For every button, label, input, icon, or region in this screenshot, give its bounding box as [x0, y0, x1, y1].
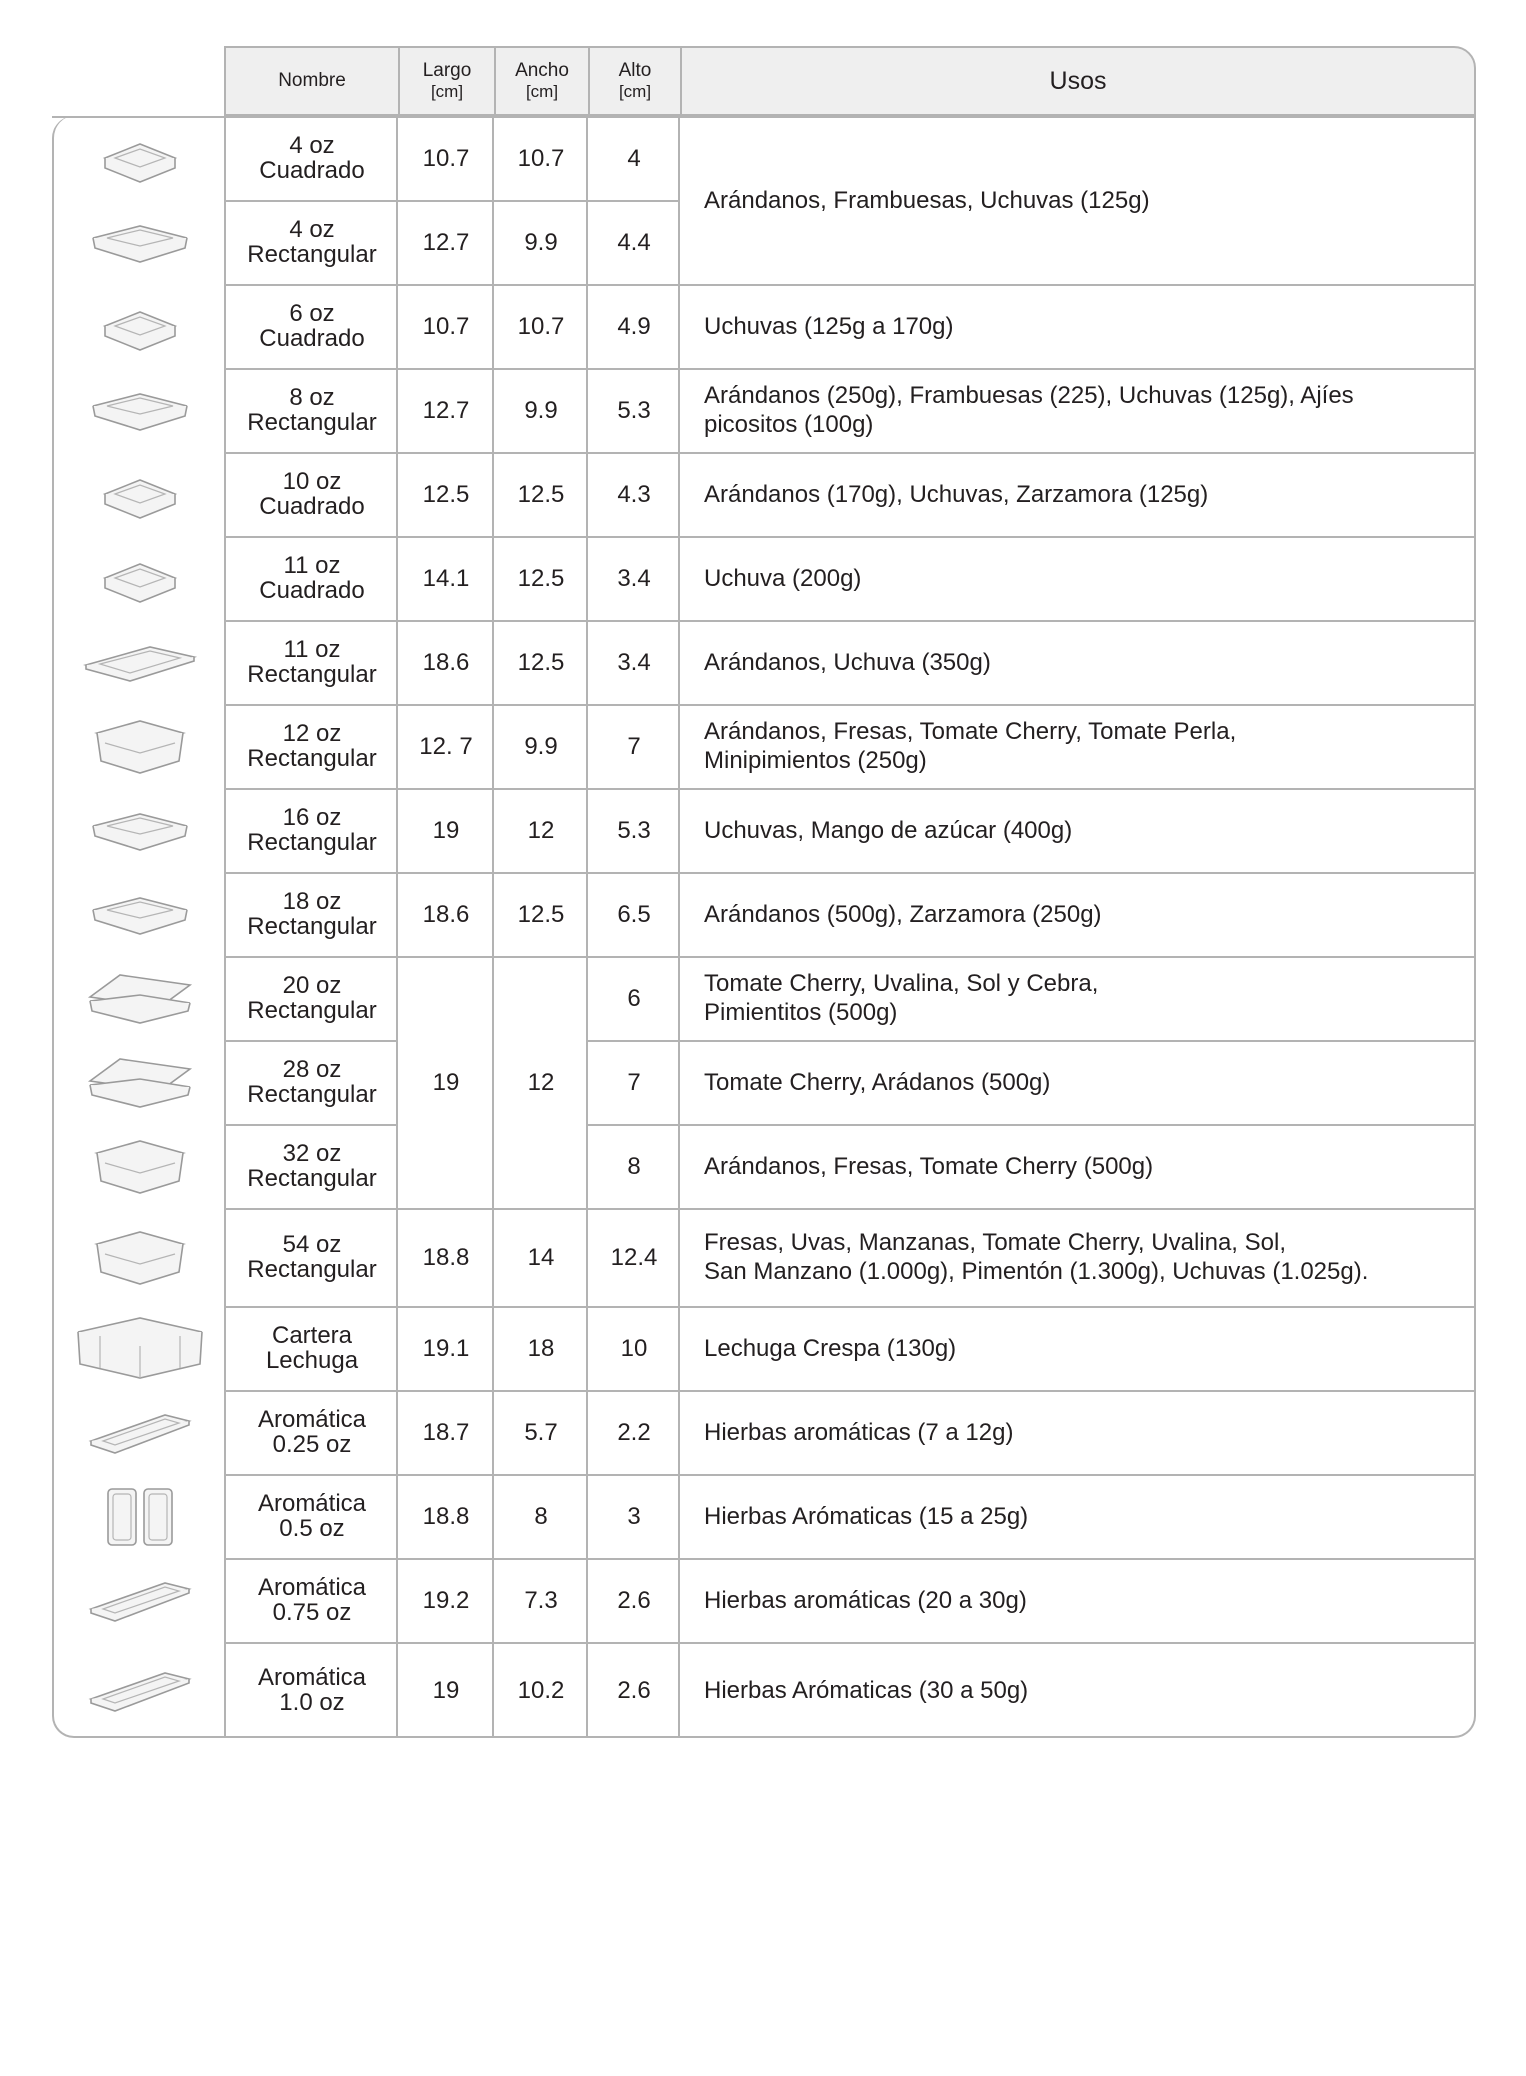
alto-value [590, 116, 678, 200]
largo-value [400, 1642, 492, 1738]
usos-text [682, 116, 1474, 284]
alto-value-text: 10 [620, 1334, 648, 1362]
ancho-value-text: 7.3 [524, 1586, 558, 1614]
largo-value-text: 12.7 [422, 228, 470, 256]
ancho-value [496, 1208, 586, 1306]
alto-value-text: 7 [627, 1068, 641, 1096]
usos-text-text: Arándanos (500g), Zarzamora (250g) [704, 900, 1102, 928]
header-usos [682, 48, 1474, 114]
usos-text-text: Uchuvas, Mango de azúcar (400g) [704, 816, 1073, 844]
product-name-line1: 12 oz [282, 720, 342, 747]
alto-value [590, 1124, 678, 1208]
ancho-value [496, 1474, 586, 1558]
alto-value-text: 3.4 [617, 564, 651, 592]
usos-text [682, 872, 1474, 956]
largo-value [400, 1390, 492, 1474]
largo-value [400, 788, 492, 872]
alto-value [590, 452, 678, 536]
product-name [228, 1390, 396, 1474]
product-name [228, 788, 396, 872]
largo-value-text: 18.6 [422, 648, 470, 676]
largo-value [400, 1306, 492, 1390]
alto-value-text: 12.4 [610, 1243, 658, 1271]
rectangular-clamshell-icon [60, 204, 220, 280]
largo-value [400, 200, 492, 284]
alto-value-text: 4.9 [617, 312, 651, 340]
open-clamshell-icon [60, 1044, 220, 1120]
usos-text-text: Tomate Cherry, Uvalina, Sol y Cebra, Pimientitos (500g) [704, 970, 1099, 1026]
product-name-line1: 20 oz [282, 972, 342, 999]
usos-text [682, 1124, 1474, 1208]
largo-value [400, 620, 492, 704]
alto-value [590, 1474, 678, 1558]
product-name-line2: Rectangular [247, 745, 377, 772]
alto-value-text: 6.5 [617, 900, 651, 928]
ancho-value-text: 14 [527, 1243, 555, 1271]
product-name-line1: Aromática [257, 1406, 367, 1433]
alto-value-text: 6 [627, 984, 641, 1012]
product-name-line1: 11 oz [283, 636, 341, 663]
open-clamshell-icon [60, 960, 220, 1036]
product-name [228, 116, 396, 200]
product-name-line2: Rectangular [247, 997, 377, 1024]
product-name [228, 704, 396, 788]
alto-value [590, 788, 678, 872]
usos-text-text: Tomate Cherry, Arádanos (500g) [704, 1068, 1051, 1096]
product-name [228, 956, 396, 1040]
product-name [228, 200, 396, 284]
header-nombre [226, 48, 398, 114]
rectangular-clamshell-icon [60, 792, 220, 868]
product-name-line1: 6 oz [289, 300, 335, 327]
herb-open-tray-icon [60, 1478, 220, 1554]
usos-text [682, 1208, 1474, 1306]
largo-value [400, 704, 492, 788]
herb-tray-icon [60, 1646, 220, 1734]
alto-value-text: 4.3 [617, 480, 651, 508]
largo-value-text: 19 [432, 1676, 460, 1704]
alto-value-text: 2.6 [617, 1586, 651, 1614]
header-ancho-unit: [cm] [525, 82, 559, 101]
alto-value [590, 536, 678, 620]
alto-value-text: 3 [627, 1502, 641, 1530]
product-name-line1: 16 oz [282, 804, 342, 831]
tall-clamshell-icon [60, 708, 220, 784]
herb-tray-icon [60, 1562, 220, 1638]
alto-value-text: 2.2 [617, 1418, 651, 1446]
largo-value [400, 872, 492, 956]
ancho-value-text: 9.9 [524, 396, 558, 424]
usos-text-text: Fresas, Uvas, Manzanas, Tomate Cherry, Uvalina, Sol, San Manzano (1.000g), Pimentón (1.300g), Uchuvas (1.025g). [704, 1229, 1369, 1285]
largo-value [400, 1558, 492, 1642]
lettuce-container-icon [60, 1310, 220, 1386]
product-name-line1: 4 oz [289, 216, 335, 243]
usos-text-text: Uchuva (200g) [704, 564, 862, 592]
ancho-value [496, 452, 586, 536]
usos-text [682, 620, 1474, 704]
largo-value [400, 1474, 492, 1558]
ancho-value [496, 284, 586, 368]
alto-value [590, 620, 678, 704]
alto-value-text: 3.4 [617, 648, 651, 676]
largo-value-text: 12.7 [422, 396, 470, 424]
alto-value [590, 1208, 678, 1306]
largo-value-text: 10.7 [422, 312, 470, 340]
product-name-line2: Cuadrado [259, 157, 365, 184]
usos-text [682, 1040, 1474, 1124]
largo-value-text: 18.7 [422, 1418, 470, 1446]
alto-value-text: 7 [627, 732, 641, 760]
header-ancho-label: Ancho [515, 60, 569, 81]
product-name-line1: 8 oz [289, 384, 335, 411]
tall-clamshell-icon [60, 1128, 220, 1204]
square-clamshell-icon [60, 540, 220, 616]
ancho-value-text: 12.5 [517, 900, 565, 928]
largo-value [400, 284, 492, 368]
product-name [228, 284, 396, 368]
usos-text-text: Hierbas Arómaticas (30 a 50g) [704, 1676, 1029, 1704]
alto-value [590, 1390, 678, 1474]
alto-value [590, 704, 678, 788]
alto-value [590, 956, 678, 1040]
product-name [228, 1124, 396, 1208]
usos-text [682, 1558, 1474, 1642]
product-name [228, 536, 396, 620]
product-name-line2: Lechuga [265, 1347, 359, 1374]
usos-text [682, 704, 1474, 788]
largo-value-text: 18.8 [422, 1243, 470, 1271]
header-ancho [496, 48, 588, 114]
header-largo-label: Largo [422, 60, 472, 81]
product-name [228, 1558, 396, 1642]
header-alto-label: Alto [618, 60, 652, 81]
column-divider [396, 116, 398, 1738]
largo-value-text: 19.1 [422, 1334, 470, 1362]
usos-text [682, 788, 1474, 872]
product-name-line1: Aromática [257, 1574, 367, 1601]
herb-tray-icon [60, 1394, 220, 1470]
largo-value-text: 19 [432, 816, 460, 844]
usos-text [682, 1642, 1474, 1738]
product-name-line2: Rectangular [247, 241, 377, 268]
alto-value [590, 1306, 678, 1390]
usos-text-text: Lechuga Crespa (130g) [704, 1334, 957, 1362]
alto-value [590, 1558, 678, 1642]
product-name-line1: 11 oz [283, 552, 341, 579]
largo-value [400, 368, 492, 452]
alto-value-text: 5.3 [617, 816, 651, 844]
usos-text [682, 536, 1474, 620]
usos-text-text: Arándanos, Uchuva (350g) [704, 648, 991, 676]
largo-value-text: 19.2 [422, 1586, 470, 1614]
ancho-value [496, 704, 586, 788]
ancho-value-text: 12 [527, 1068, 555, 1096]
usos-text-text: Hierbas Arómaticas (15 a 25g) [704, 1502, 1029, 1530]
product-name-line1: Aromática [257, 1490, 367, 1517]
ancho-value-text: 5.7 [524, 1418, 558, 1446]
ancho-value [496, 620, 586, 704]
product-name [228, 1208, 396, 1306]
product-name [228, 368, 396, 452]
ancho-value [496, 200, 586, 284]
product-name-line1: 4 oz [289, 132, 335, 159]
square-clamshell-icon [60, 120, 220, 196]
usos-text [682, 284, 1474, 368]
alto-value [590, 284, 678, 368]
product-name-line2: Rectangular [247, 409, 377, 436]
ancho-value [496, 116, 586, 200]
header-largo [400, 48, 494, 114]
ancho-value-text: 10.2 [517, 1676, 565, 1704]
table-header [224, 46, 1476, 116]
largo-value-text: 14.1 [422, 564, 470, 592]
ancho-value-text: 18 [527, 1334, 555, 1362]
ancho-value [496, 872, 586, 956]
ancho-value [496, 368, 586, 452]
header-alto-unit: [cm] [618, 82, 652, 101]
usos-text-text: Arándanos, Fresas, Tomate Cherry (500g) [704, 1152, 1154, 1180]
alto-value [590, 872, 678, 956]
usos-text-text: Hierbas aromáticas (20 a 30g) [704, 1586, 1027, 1614]
largo-value [400, 536, 492, 620]
product-name-line2: Cuadrado [259, 577, 365, 604]
product-name [228, 1474, 396, 1558]
ancho-value [496, 956, 586, 1208]
product-name [228, 872, 396, 956]
alto-value-text: 8 [627, 1152, 641, 1180]
alto-value-text: 4.4 [617, 228, 651, 256]
ancho-value-text: 12 [527, 816, 555, 844]
product-name [228, 452, 396, 536]
ancho-value-text: 10.7 [517, 312, 565, 340]
largo-value-text: 12.5 [422, 480, 470, 508]
product-name-line1: 54 oz [282, 1231, 342, 1258]
alto-value-text: 5.3 [617, 396, 651, 424]
ancho-value [496, 1642, 586, 1738]
product-name-line1: Cartera [271, 1322, 353, 1349]
product-name-line2: Rectangular [247, 829, 377, 856]
product-name-line2: 1.0 oz [279, 1689, 345, 1716]
product-name-line2: Rectangular [247, 1081, 377, 1108]
usos-text-text: Arándanos, Frambuesas, Uchuvas (125g) [704, 186, 1150, 214]
product-name-line2: Cuadrado [259, 325, 365, 352]
ancho-value-text: 9.9 [524, 228, 558, 256]
largo-value [400, 956, 492, 1208]
alto-value-text: 2.6 [617, 1676, 651, 1704]
flat-tray-icon [60, 624, 220, 700]
product-name-line1: 32 oz [282, 1140, 342, 1167]
header-alto [590, 48, 680, 114]
product-name-line2: 0.5 oz [279, 1515, 345, 1542]
ancho-value-text: 10.7 [517, 144, 565, 172]
column-divider [224, 116, 226, 1738]
column-divider [586, 116, 588, 1738]
column-divider [678, 116, 680, 1738]
square-clamshell-icon [60, 456, 220, 532]
ancho-value-text: 12.5 [517, 648, 565, 676]
header-largo-unit: [cm] [430, 82, 464, 101]
product-name-line2: Cuadrado [259, 493, 365, 520]
ancho-value [496, 1390, 586, 1474]
ancho-value [496, 788, 586, 872]
usos-text [682, 956, 1474, 1040]
usos-text [682, 1474, 1474, 1558]
product-name-line1: 18 oz [282, 888, 342, 915]
largo-value [400, 116, 492, 200]
product-name-line2: Rectangular [247, 1165, 377, 1192]
square-clamshell-icon [60, 288, 220, 364]
product-name [228, 1040, 396, 1124]
usos-text [682, 368, 1474, 452]
largo-value-text: 12. 7 [419, 732, 473, 760]
ancho-value [496, 1558, 586, 1642]
rectangular-clamshell-icon [60, 372, 220, 448]
product-name-line2: Rectangular [247, 913, 377, 940]
product-name [228, 1642, 396, 1738]
product-name-line1: 10 oz [282, 468, 342, 495]
largo-value-text: 18.8 [422, 1502, 470, 1530]
usos-text [682, 452, 1474, 536]
usos-text [682, 1306, 1474, 1390]
largo-value [400, 1208, 492, 1306]
ancho-value [496, 1306, 586, 1390]
ancho-value-text: 12.5 [517, 480, 565, 508]
column-divider [492, 116, 494, 1738]
product-name-line2: 0.75 oz [272, 1599, 352, 1626]
product-name [228, 1306, 396, 1390]
usos-text-text: Arándanos (170g), Uchuvas, Zarzamora (125g) [704, 480, 1209, 508]
product-name-line1: Aromática [257, 1664, 367, 1691]
largo-value-text: 18.6 [422, 900, 470, 928]
alto-value [590, 368, 678, 452]
largo-value-text: 10.7 [422, 144, 470, 172]
ancho-value [496, 536, 586, 620]
largo-value [400, 452, 492, 536]
product-name-line2: Rectangular [247, 661, 377, 688]
usos-text-text: Arándanos (250g), Frambuesas (225), Uchuvas (125g), Ajíes picositos (100g) [704, 382, 1354, 438]
ancho-value-text: 12.5 [517, 564, 565, 592]
rectangular-clamshell-icon [60, 876, 220, 952]
usos-text-text: Arándanos, Fresas, Tomate Cherry, Tomate Perla, Minipimientos (250g) [704, 718, 1237, 774]
ancho-value-text: 9.9 [524, 732, 558, 760]
header-nombre-label: Nombre [278, 70, 346, 91]
product-name [228, 620, 396, 704]
usos-text [682, 1390, 1474, 1474]
usos-text-text: Hierbas aromáticas (7 a 12g) [704, 1418, 1014, 1446]
alto-value [590, 1642, 678, 1738]
product-name-line2: Rectangular [247, 1256, 377, 1283]
product-name-line2: 0.25 oz [272, 1431, 352, 1458]
largo-value-text: 19 [432, 1068, 460, 1096]
product-name-line1: 28 oz [282, 1056, 342, 1083]
alto-value-text: 4 [627, 144, 641, 172]
alto-value [590, 1040, 678, 1124]
ancho-value-text: 8 [534, 1502, 548, 1530]
tall-clamshell-icon [60, 1212, 220, 1302]
usos-text-text: Uchuvas (125g a 170g) [704, 312, 954, 340]
alto-value [590, 200, 678, 284]
header-usos-label: Usos [1049, 66, 1107, 95]
